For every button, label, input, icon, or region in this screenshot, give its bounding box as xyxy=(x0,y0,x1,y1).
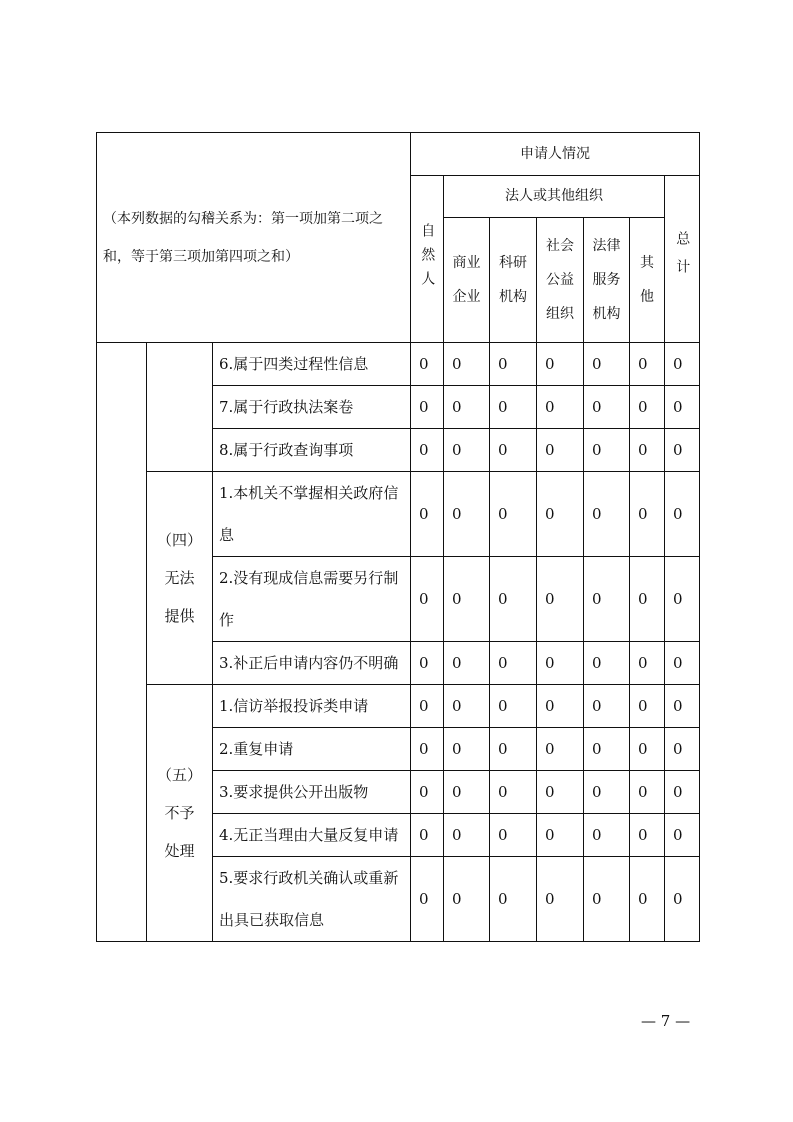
value-cell: 0 xyxy=(490,857,537,942)
value-cell: 0 xyxy=(444,429,490,472)
value-cell: 0 xyxy=(630,386,665,429)
value-cell: 0 xyxy=(490,642,537,685)
value-cell: 0 xyxy=(665,642,700,685)
row-label: 3.补正后申请内容仍不明确 xyxy=(213,642,411,685)
value-cell: 0 xyxy=(630,685,665,728)
value-cell: 0 xyxy=(411,685,444,728)
row-label: 4.无正当理由大量反复申请 xyxy=(213,814,411,857)
row-label: 1.本机关不掌握相关政府信息 xyxy=(213,472,411,557)
value-cell: 0 xyxy=(444,814,490,857)
value-cell: 0 xyxy=(444,343,490,386)
value-cell: 0 xyxy=(630,728,665,771)
value-cell: 0 xyxy=(665,728,700,771)
value-cell: 0 xyxy=(537,814,584,857)
value-cell: 0 xyxy=(665,429,700,472)
value-cell: 0 xyxy=(584,343,630,386)
value-cell: 0 xyxy=(411,642,444,685)
value-cell: 0 xyxy=(630,771,665,814)
row-label: 7.属于行政执法案卷 xyxy=(213,386,411,429)
value-cell: 0 xyxy=(630,343,665,386)
row-label: 2.重复申请 xyxy=(213,728,411,771)
value-cell: 0 xyxy=(411,343,444,386)
value-cell: 0 xyxy=(490,343,537,386)
row-label: 6.属于四类过程性信息 xyxy=(213,343,411,386)
category-cannot-provide: （四） 无法 提供 xyxy=(147,472,213,685)
value-cell: 0 xyxy=(490,472,537,557)
value-cell: 0 xyxy=(665,814,700,857)
value-cell: 0 xyxy=(444,472,490,557)
value-cell: 0 xyxy=(444,557,490,642)
row-label: 1.信访举报投诉类申请 xyxy=(213,685,411,728)
value-cell: 0 xyxy=(665,557,700,642)
value-cell: 0 xyxy=(411,557,444,642)
value-cell: 0 xyxy=(537,386,584,429)
value-cell: 0 xyxy=(537,685,584,728)
value-cell: 0 xyxy=(537,472,584,557)
applicant-situation-header: 申请人情况 xyxy=(411,133,700,176)
value-cell: 0 xyxy=(584,642,630,685)
row-label: 5.要求行政机关确认或重新出具已获取信息 xyxy=(213,857,411,942)
value-cell: 0 xyxy=(490,429,537,472)
disclosure-table xyxy=(96,132,700,942)
value-cell: 0 xyxy=(630,642,665,685)
value-cell: 0 xyxy=(411,429,444,472)
value-cell: 0 xyxy=(665,386,700,429)
value-cell: 0 xyxy=(537,728,584,771)
value-cell: 0 xyxy=(584,728,630,771)
value-cell: 0 xyxy=(665,343,700,386)
row-label: 8.属于行政查询事项 xyxy=(213,429,411,472)
value-cell: 0 xyxy=(665,857,700,942)
value-cell: 0 xyxy=(665,472,700,557)
value-cell: 0 xyxy=(411,472,444,557)
value-cell: 0 xyxy=(630,814,665,857)
value-cell: 0 xyxy=(444,386,490,429)
other-header: 其他 xyxy=(630,218,665,343)
page-number: — 7 — xyxy=(641,1012,691,1030)
value-cell: 0 xyxy=(490,771,537,814)
relation-note: （本列数据的勾稽关系为：第一项加第二项之和，等于第三项加第四项之和） xyxy=(97,133,411,343)
value-cell: 0 xyxy=(584,557,630,642)
value-cell: 0 xyxy=(584,386,630,429)
value-cell: 0 xyxy=(584,771,630,814)
natural-person-header: 自然人 xyxy=(411,176,444,343)
business-header: 商业企业 xyxy=(444,218,490,343)
value-cell: 0 xyxy=(444,771,490,814)
value-cell: 0 xyxy=(630,472,665,557)
value-cell: 0 xyxy=(584,429,630,472)
legal-group-header: 法人或其他组织 xyxy=(444,176,665,218)
total-header: 总计 xyxy=(665,176,700,343)
value-cell: 0 xyxy=(537,642,584,685)
value-cell: 0 xyxy=(665,771,700,814)
value-cell: 0 xyxy=(630,557,665,642)
value-cell: 0 xyxy=(411,728,444,771)
value-cell: 0 xyxy=(411,771,444,814)
value-cell: 0 xyxy=(444,728,490,771)
value-cell: 0 xyxy=(444,857,490,942)
value-cell: 0 xyxy=(490,685,537,728)
value-cell: 0 xyxy=(490,557,537,642)
value-cell: 0 xyxy=(537,557,584,642)
legal-service-header: 法律服务机构 xyxy=(584,218,630,343)
value-cell: 0 xyxy=(584,857,630,942)
category-not-processed: （五） 不予 处理 xyxy=(147,685,213,942)
value-cell: 0 xyxy=(490,814,537,857)
value-cell: 0 xyxy=(411,386,444,429)
row-label: 3.要求提供公开出版物 xyxy=(213,771,411,814)
value-cell: 0 xyxy=(584,685,630,728)
value-cell: 0 xyxy=(584,472,630,557)
value-cell: 0 xyxy=(630,429,665,472)
value-cell: 0 xyxy=(537,343,584,386)
value-cell: 0 xyxy=(444,685,490,728)
social-header: 社会公益组织 xyxy=(537,218,584,343)
value-cell: 0 xyxy=(490,728,537,771)
value-cell: 0 xyxy=(490,386,537,429)
value-cell: 0 xyxy=(444,642,490,685)
value-cell: 0 xyxy=(584,814,630,857)
outer-category-cell xyxy=(97,343,147,942)
value-cell: 0 xyxy=(537,771,584,814)
value-cell: 0 xyxy=(537,429,584,472)
value-cell: 0 xyxy=(665,685,700,728)
value-cell: 0 xyxy=(411,857,444,942)
value-cell: 0 xyxy=(411,814,444,857)
research-header: 科研机构 xyxy=(490,218,537,343)
continued-category-cell xyxy=(147,343,213,472)
row-label: 2.没有现成信息需要另行制作 xyxy=(213,557,411,642)
value-cell: 0 xyxy=(537,857,584,942)
value-cell: 0 xyxy=(630,857,665,942)
